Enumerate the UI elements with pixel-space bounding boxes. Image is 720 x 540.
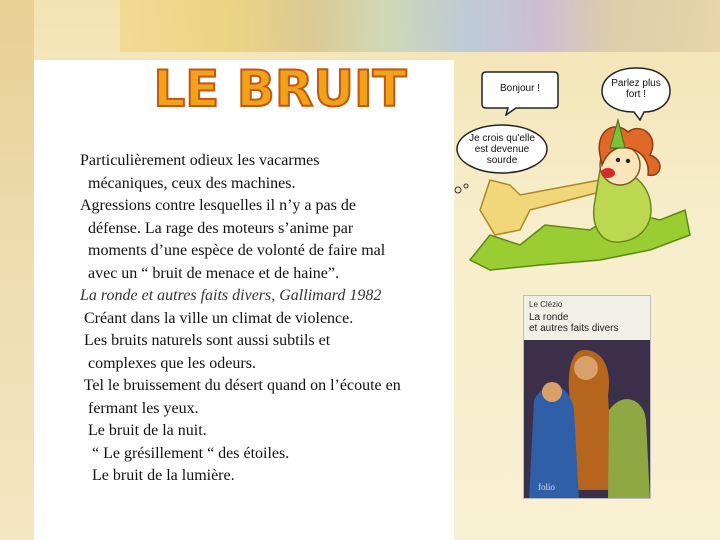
book-author: Le Clézio <box>529 300 563 309</box>
body-text-line: complexes que les odeurs. <box>80 354 256 372</box>
speech-bubble-1-text: Bonjour ! <box>499 83 541 94</box>
book-publisher: folio <box>538 482 555 492</box>
decorative-top-strip <box>120 0 720 52</box>
body-text-line: Tel le bruissement du désert quand on l’écoute en <box>80 377 401 394</box>
body-text-line: Agressions contre lesquelles il n’y a pas de <box>80 197 356 214</box>
decorative-left-strip <box>0 0 34 540</box>
speech-bubble-2 <box>600 66 672 122</box>
speech-bubble-1 <box>480 70 560 116</box>
slide-title-text: LE BRUIT <box>153 60 407 118</box>
body-text-line: fermant les yeux. <box>80 399 199 417</box>
book-title-line-1: La ronde <box>529 312 569 323</box>
body-text-line: La ronde et autres faits divers, Gallimard 1982 <box>80 287 382 304</box>
slide-title <box>150 58 410 118</box>
book-title-line-2: et autres faits divers <box>529 323 619 334</box>
cartoon-illustration <box>450 60 700 280</box>
body-text-line: défense. La rage des moteurs s’anime par <box>80 219 354 237</box>
speech-bubble-2-text: Parlez plus fort ! <box>611 78 661 100</box>
body-text <box>80 150 460 488</box>
body-text-line: Le bruit de la lumière. <box>80 467 235 484</box>
body-text-line: Le bruit de la nuit. <box>80 422 207 439</box>
book-title <box>529 312 618 334</box>
book-cover-art <box>524 340 650 498</box>
body-text-line: Créant dans la ville un climat de violence. <box>80 309 354 327</box>
body-text-line: Les bruits naturels sont aussi subtils et <box>80 332 331 349</box>
book-cover <box>524 296 650 498</box>
body-text-line: mécaniques, ceux des machines. <box>80 174 296 192</box>
body-text-line: moments d’une espèce de volonté de faire mal <box>80 242 386 259</box>
body-text-line: avec un “ bruit de menace et de haine”. <box>80 264 339 282</box>
speech-bubble-3 <box>454 122 550 178</box>
speech-bubble-3-text: Je crois qu'elle est devenue sourde <box>469 133 535 166</box>
body-text-line: “ Le grésillement “ des étoiles. <box>80 444 290 462</box>
body-text-line: Particulièrement odieux les vacarmes <box>80 152 320 169</box>
